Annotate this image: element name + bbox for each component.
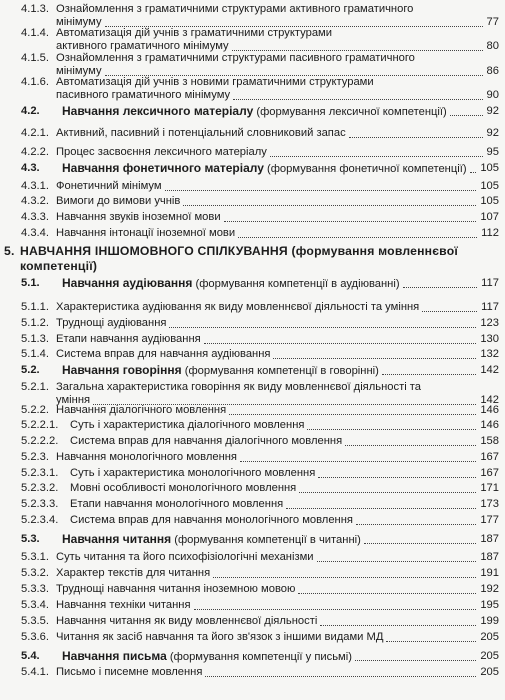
dot-leader: [349, 137, 483, 138]
entry-title[interactable]: [62, 364, 379, 378]
entry-title[interactable]: Активний, пасивний і потенціальний словниковий запас: [56, 127, 346, 139]
dot-leader: [194, 609, 477, 610]
entry-number: 4.2.2.: [21, 146, 49, 158]
entry-title[interactable]: Навчання техніки читання: [56, 599, 191, 611]
page-number[interactable]: 105: [480, 195, 499, 207]
entry-number: 5.2.2.: [21, 404, 49, 416]
page-number[interactable]: 112: [481, 227, 499, 239]
page-number[interactable]: 158: [480, 435, 499, 447]
dot-leader: [382, 374, 476, 375]
entry-number: 5.3.1.: [21, 551, 49, 563]
entry-title[interactable]: Суть читання та його психофізіологічні механізми: [56, 551, 314, 563]
dot-leader: [270, 156, 483, 157]
entry-title[interactable]: Суть і характеристика діалогічного мовлення: [70, 419, 305, 431]
entry-title[interactable]: Етапи навчання монологічного мовлення: [70, 498, 284, 510]
entry-number: 4.3.4.: [21, 227, 49, 239]
entry-title-continued: пасивного граматичного мінімуму: [56, 89, 231, 101]
entry-title[interactable]: Мовні особливості монологічного мовлення: [70, 482, 297, 494]
entry-title[interactable]: Процес засвоєння лексичного матеріалу: [56, 146, 267, 158]
page-number[interactable]: 167: [480, 467, 499, 479]
entry-title-bold: Навчання лексичного матеріалу: [62, 104, 254, 118]
page-number[interactable]: 132: [480, 348, 499, 360]
page-number[interactable]: 142: [480, 394, 499, 406]
entry-title[interactable]: Письмо і писемне мовлення: [56, 666, 203, 678]
dot-leader: [273, 358, 476, 359]
entry-title[interactable]: Фонетичний мінімум: [56, 180, 162, 192]
entry-title-continued: активного граматичного мінімуму: [56, 40, 229, 52]
entry-title-rest: (формування компетенції в говорінні): [181, 365, 379, 377]
entry-title[interactable]: Ознайомлення з граматичними структурами пасивного граматичного: [56, 52, 415, 64]
dot-leader: [307, 429, 476, 430]
entry-number: 5.1.1.: [21, 301, 49, 313]
entry-number: 4.2.1.: [21, 127, 49, 139]
entry-number: 5.3.2.: [21, 567, 49, 579]
page-number[interactable]: 92: [486, 127, 499, 139]
entry-title-rest: (формування лексичної компетенції): [253, 106, 447, 118]
dot-leader: [213, 577, 476, 578]
page-number[interactable]: 92: [486, 105, 499, 117]
page-number[interactable]: 142: [480, 364, 499, 376]
page-number[interactable]: 90: [486, 89, 499, 101]
entry-title-rest: (формування компетенції в читанні): [171, 534, 361, 546]
page-number[interactable]: 187: [480, 551, 499, 563]
entry-number: 5.2.3.4.: [21, 514, 59, 526]
dot-leader: [183, 205, 476, 206]
dot-leader: [238, 237, 477, 238]
page-number[interactable]: 95: [486, 146, 499, 158]
entry-number: 4.1.5.: [21, 52, 49, 64]
entry-number: 5.2.2.2.: [21, 435, 59, 447]
entry-title-continued: компетенції): [20, 259, 98, 273]
entry-title[interactable]: Вимоги до вимови учнів: [56, 195, 181, 207]
entry-title[interactable]: Труднощі аудіювання: [56, 317, 167, 329]
dot-leader: [386, 641, 476, 642]
entry-number: 5.2.2.1.: [21, 419, 59, 431]
entry-number: 5.1.4.: [21, 348, 49, 360]
entry-title[interactable]: Ознайомлення з граматичними структурами активного граматичного: [56, 3, 414, 15]
dot-leader: [317, 561, 477, 562]
page-number[interactable]: 205: [480, 666, 499, 678]
entry-title[interactable]: Система вправ для навчання монологічного мовлення: [70, 514, 353, 526]
page-number[interactable]: 80: [486, 40, 499, 52]
entry-title-rest: (формування фонетичної компетенції): [263, 163, 467, 175]
dot-leader: [450, 115, 483, 116]
page-number[interactable]: 146: [480, 419, 499, 431]
entry-number: 4.1.6.: [21, 76, 49, 88]
entry-number: 4.1.4.: [21, 27, 49, 39]
page-number[interactable]: 86: [486, 65, 499, 77]
entry-title[interactable]: [62, 533, 361, 547]
entry-title[interactable]: Навчання інтонації іноземної мови: [56, 227, 236, 239]
entry-title[interactable]: Навчання діалогічного мовлення: [56, 404, 227, 416]
entry-number: 5.1.: [21, 277, 40, 289]
dot-leader: [165, 190, 477, 191]
entry-title[interactable]: НАВЧАННЯ ІНШОМОВНОГО СПІЛКУВАННЯ (формування мовленнєвої: [20, 244, 458, 258]
entry-title[interactable]: [62, 277, 400, 291]
entry-number: 5.3.3.: [21, 583, 49, 595]
entry-title-rest: (формування компетенції у письмі): [166, 651, 352, 663]
dot-leader: [345, 445, 476, 446]
page-number[interactable]: 191: [480, 567, 499, 579]
entry-number: 5.2.3.: [21, 451, 49, 463]
page-number[interactable]: 187: [480, 533, 499, 545]
page-number[interactable]: 77: [486, 16, 499, 28]
page-number[interactable]: 192: [480, 583, 499, 595]
entry-number: 5.3.6.: [21, 631, 49, 643]
page-number[interactable]: 199: [480, 615, 499, 627]
page-number[interactable]: 177: [480, 514, 499, 526]
dot-leader: [320, 625, 476, 626]
dot-leader: [286, 508, 476, 509]
page-number[interactable]: 107: [480, 211, 499, 223]
entry-title-bold: Навчання читання: [62, 532, 172, 546]
entry-title-continued: мінімуму: [56, 65, 102, 77]
entry-number: 5.2.3.2.: [21, 482, 59, 494]
entry-number: 4.3.3.: [21, 211, 49, 223]
entry-title-bold: Навчання письма: [62, 649, 167, 663]
page-number[interactable]: 195: [480, 599, 499, 611]
page-number[interactable]: 117: [481, 301, 499, 313]
page-number[interactable]: 117: [481, 277, 499, 289]
entry-number: 5.3.: [21, 533, 40, 545]
dot-leader: [364, 543, 476, 544]
entry-title[interactable]: Автоматизація дій учнів з новими граматичними структурами: [56, 76, 374, 88]
entry-number: 4.3.2.: [21, 195, 49, 207]
entry-title-rest: (формування компетенції в аудіюванні): [192, 278, 400, 290]
entry-title[interactable]: Система вправ для навчання діалогічного мовлення: [70, 435, 343, 447]
entry-title[interactable]: Характер текстів для читання: [56, 567, 211, 579]
dot-leader: [299, 492, 476, 493]
dot-leader: [224, 221, 477, 222]
dot-leader: [470, 172, 477, 173]
entry-number: 4.2.: [21, 105, 40, 117]
page-number[interactable]: 173: [480, 498, 499, 510]
entry-title-continued: уміння: [56, 394, 91, 406]
entry-number: 5.1.2.: [21, 317, 49, 329]
dot-leader: [205, 676, 476, 677]
entry-title[interactable]: Труднощі навчання читання іноземною мовою: [56, 583, 296, 595]
entry-title[interactable]: [62, 105, 447, 119]
dot-leader: [229, 414, 476, 415]
entry-number: 5.4.: [21, 650, 40, 662]
entry-number: 5.2.3.3.: [21, 498, 59, 510]
page-number[interactable]: 105: [480, 180, 499, 192]
entry-title-bold: Навчання аудіювання: [62, 276, 193, 290]
entry-title[interactable]: Загальна характеристика говоріння як виду мовленнєвої діяльності та: [56, 381, 422, 393]
entry-title[interactable]: Система вправ для навчання аудіювання: [56, 348, 271, 360]
entry-title[interactable]: Навчання читання як виду мовленнєвої діяльності: [56, 615, 318, 627]
entry-number: 4.1.3.: [21, 3, 49, 15]
entry-number: 4.3.1.: [21, 180, 49, 192]
entry-title[interactable]: Навчання звуків іноземної мови: [56, 211, 221, 223]
dot-leader: [204, 343, 477, 344]
dot-leader: [356, 524, 476, 525]
dot-leader: [355, 660, 476, 661]
page-number[interactable]: 205: [480, 631, 499, 643]
entry-number: 5.3.5.: [21, 615, 49, 627]
entry-number: 5.2.3.1.: [21, 467, 59, 479]
page-number[interactable]: 171: [480, 482, 499, 494]
page-number[interactable]: 105: [480, 162, 499, 174]
page-number[interactable]: 205: [480, 650, 499, 662]
dot-leader: [232, 50, 483, 51]
dot-leader: [233, 99, 482, 100]
entry-title-continued: мінімуму: [56, 16, 102, 28]
page-number[interactable]: 130: [480, 333, 499, 345]
entry-title[interactable]: Етапи навчання аудіювання: [56, 333, 201, 345]
page-number[interactable]: 146: [480, 404, 499, 416]
page-number[interactable]: 123: [480, 317, 499, 329]
dot-leader: [169, 327, 476, 328]
entry-number: 5.2.: [21, 364, 40, 376]
page-number[interactable]: 167: [480, 451, 499, 463]
entry-title-bold: Навчання фонетичного матеріалу: [62, 161, 264, 175]
entry-number: 5.3.4.: [21, 599, 49, 611]
entry-title[interactable]: Читання як засіб навчання та його зв'язок з іншими видами МД: [56, 631, 384, 643]
entry-title[interactable]: Суть і характеристика монологічного мовлення: [70, 467, 316, 479]
entry-number: 5.: [4, 244, 15, 258]
dot-leader: [422, 311, 477, 312]
entry-number: 5.4.1.: [21, 666, 49, 678]
entry-title[interactable]: Автоматизація дій учнів з граматичними структурами: [56, 27, 332, 39]
entry-title[interactable]: Характеристика аудіювання як виду мовленнєвої діяльності та уміння: [56, 301, 420, 313]
dot-leader: [298, 593, 476, 594]
entry-number: 5.1.3.: [21, 333, 49, 345]
entry-number: 5.2.1.: [21, 381, 49, 393]
dot-leader: [403, 287, 478, 288]
entry-title[interactable]: [62, 650, 352, 664]
dot-leader: [240, 461, 476, 462]
entry-title[interactable]: Навчання монологічного мовлення: [56, 451, 237, 463]
entry-number: 4.3.: [21, 162, 40, 174]
entry-title[interactable]: [62, 162, 467, 176]
entry-title-bold: Навчання говоріння: [62, 363, 182, 377]
dot-leader: [318, 477, 476, 478]
